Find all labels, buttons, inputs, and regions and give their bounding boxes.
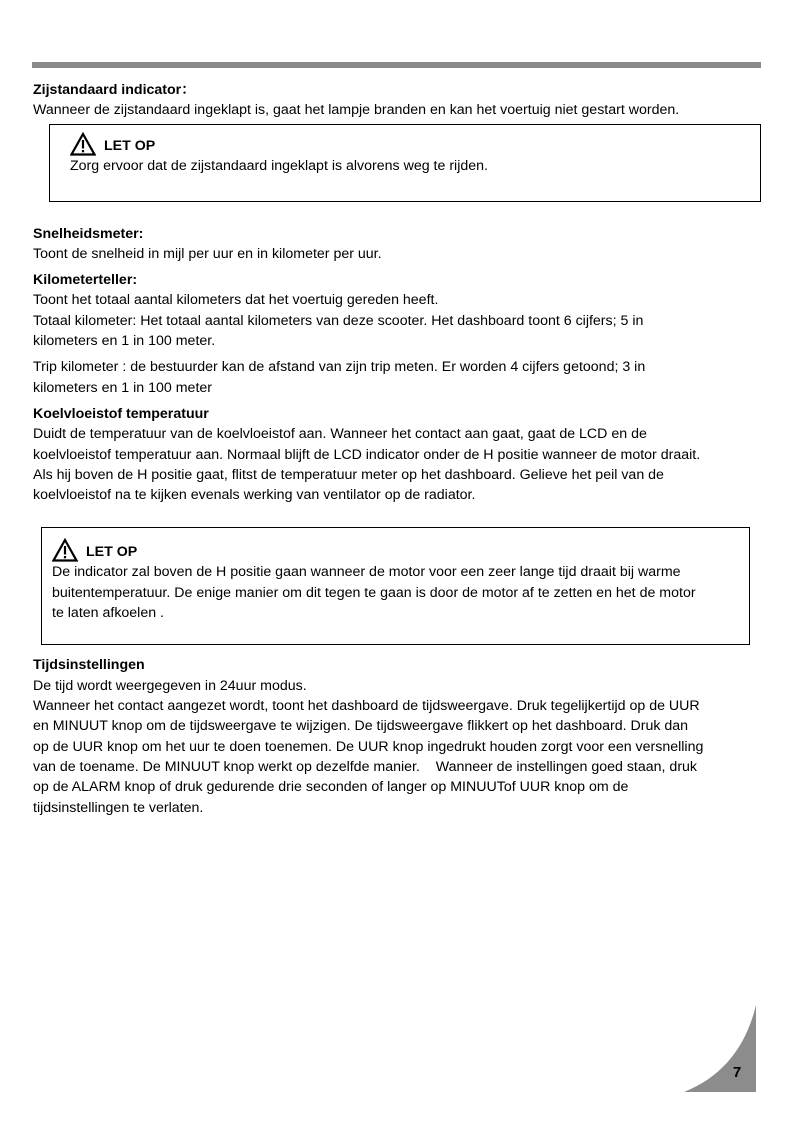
page-number: 7 [732, 1064, 742, 1081]
heading-koelvloeistof: Koelvloeistof temperatuur [33, 405, 209, 422]
warning-text-2: buitentemperatuur. De enige manier om dit tegen te gaan is door de motor af te zetten en het de motor [52, 584, 696, 601]
warning-triangle-icon [52, 538, 78, 562]
warning-box-zijstandaard [49, 124, 761, 202]
heading-zijstandaard: Zijstandaard indicator： [33, 82, 196, 98]
warning-label: LET OP [86, 544, 138, 561]
text-tijdsinstellingen-6: op de ALARM knop of druk gedurende drie seconden of langer op MINUUTof UUR knop om de [33, 779, 629, 796]
warning-text-1: De indicator zal boven de H positie gaan wanneer de motor voor een zeer lange tijd draait bij warme [52, 564, 681, 581]
text-kilometerteller-2a: Totaal kilometer: Het totaal aantal kilometers van deze scooter. Het dashboard toont 6 cijfers; 5 in [33, 312, 644, 329]
text-tijdsinstellingen-7: tijdsinstellingen te verlaten. [33, 799, 204, 816]
text-kilometerteller-2b: kilometers en 1 in 100 meter. [33, 333, 216, 350]
text-tijdsinstellingen-4: op de UUR knop om het uur te doen toenemen. De UUR knop ingedrukt houden zorgt voor een versnelling [33, 738, 704, 755]
text-tijdsinstellingen-5: van de toename. De MINUUT knop werkt op dezelfde manier. Wanneer de instellingen goed staan, druk [33, 758, 698, 775]
text-kilometerteller-3b: kilometers en 1 in 100 meter [33, 379, 213, 396]
warning-text: Zorg ervoor dat de zijstandaard ingeklapt is alvorens weg te rijden. [70, 157, 488, 174]
heading-snelheidsmeter: Snelheidsmeter: [33, 225, 144, 242]
text-zijstandaard: Wanneer de zijstandaard ingeklapt is, gaat het lampje branden en kan het voertuig niet gestart worden. [33, 102, 680, 119]
heading-kilometerteller: Kilometerteller: [33, 272, 138, 289]
warning-box-koelvloeistof [41, 527, 750, 645]
warning-title-row [70, 130, 750, 156]
warning-text-3: te laten afkoelen . [52, 605, 165, 622]
text-tijdsinstellingen-1: De tijd wordt weergegeven in 24uur modus. [33, 677, 307, 694]
warning-label: LET OP [104, 137, 156, 154]
text-tijdsinstellingen-3: en MINUUT knop om de tijdsweergave te wijzigen. De tijdsweergave flikkert op het dashboard. Druk dan [33, 718, 689, 735]
text-kilometerteller-3a: Trip kilometer : de bestuurder kan de afstand van zijn trip meten. Er worden 4 cijfers getoond; 3 in [33, 359, 646, 376]
text-koelvloeistof-3: Als hij boven de H positie gaat, flitst de temperatuur meter op het dashboard. Gelieve het peil van de [33, 466, 664, 483]
text-tijdsinstellingen-2: Wanneer het contact aangezet wordt, toont het dashboard de tijdsweergave. Druk tegelijkertijd op de UUR [33, 698, 700, 715]
top-rule [32, 62, 761, 68]
warning-title-row [52, 536, 739, 562]
text-koelvloeistof-2: koelvloeistof temperatuur aan. Normaal blijft de LCD indicator onder de H positie wanneer de motor draait. [33, 446, 701, 463]
text-kilometerteller-1: Toont het totaal aantal kilometers dat het voertuig gereden heeft. [33, 292, 439, 309]
heading-tijdsinstellingen: Tijdsinstellingen [33, 657, 145, 674]
text-snelheidsmeter: Toont de snelheid in mijl per uur en in kilometer per uur. [33, 245, 382, 262]
text-koelvloeistof-4: koelvloeistof na te kijken evenals werking van ventilator op de radiator. [33, 487, 476, 504]
page-content [33, 80, 761, 818]
text-koelvloeistof-1: Duidt de temperatuur van de koelvloeistof aan. Wanneer het contact aan gaat, gaat de LCD en de [33, 426, 647, 443]
warning-triangle-icon [70, 132, 96, 156]
